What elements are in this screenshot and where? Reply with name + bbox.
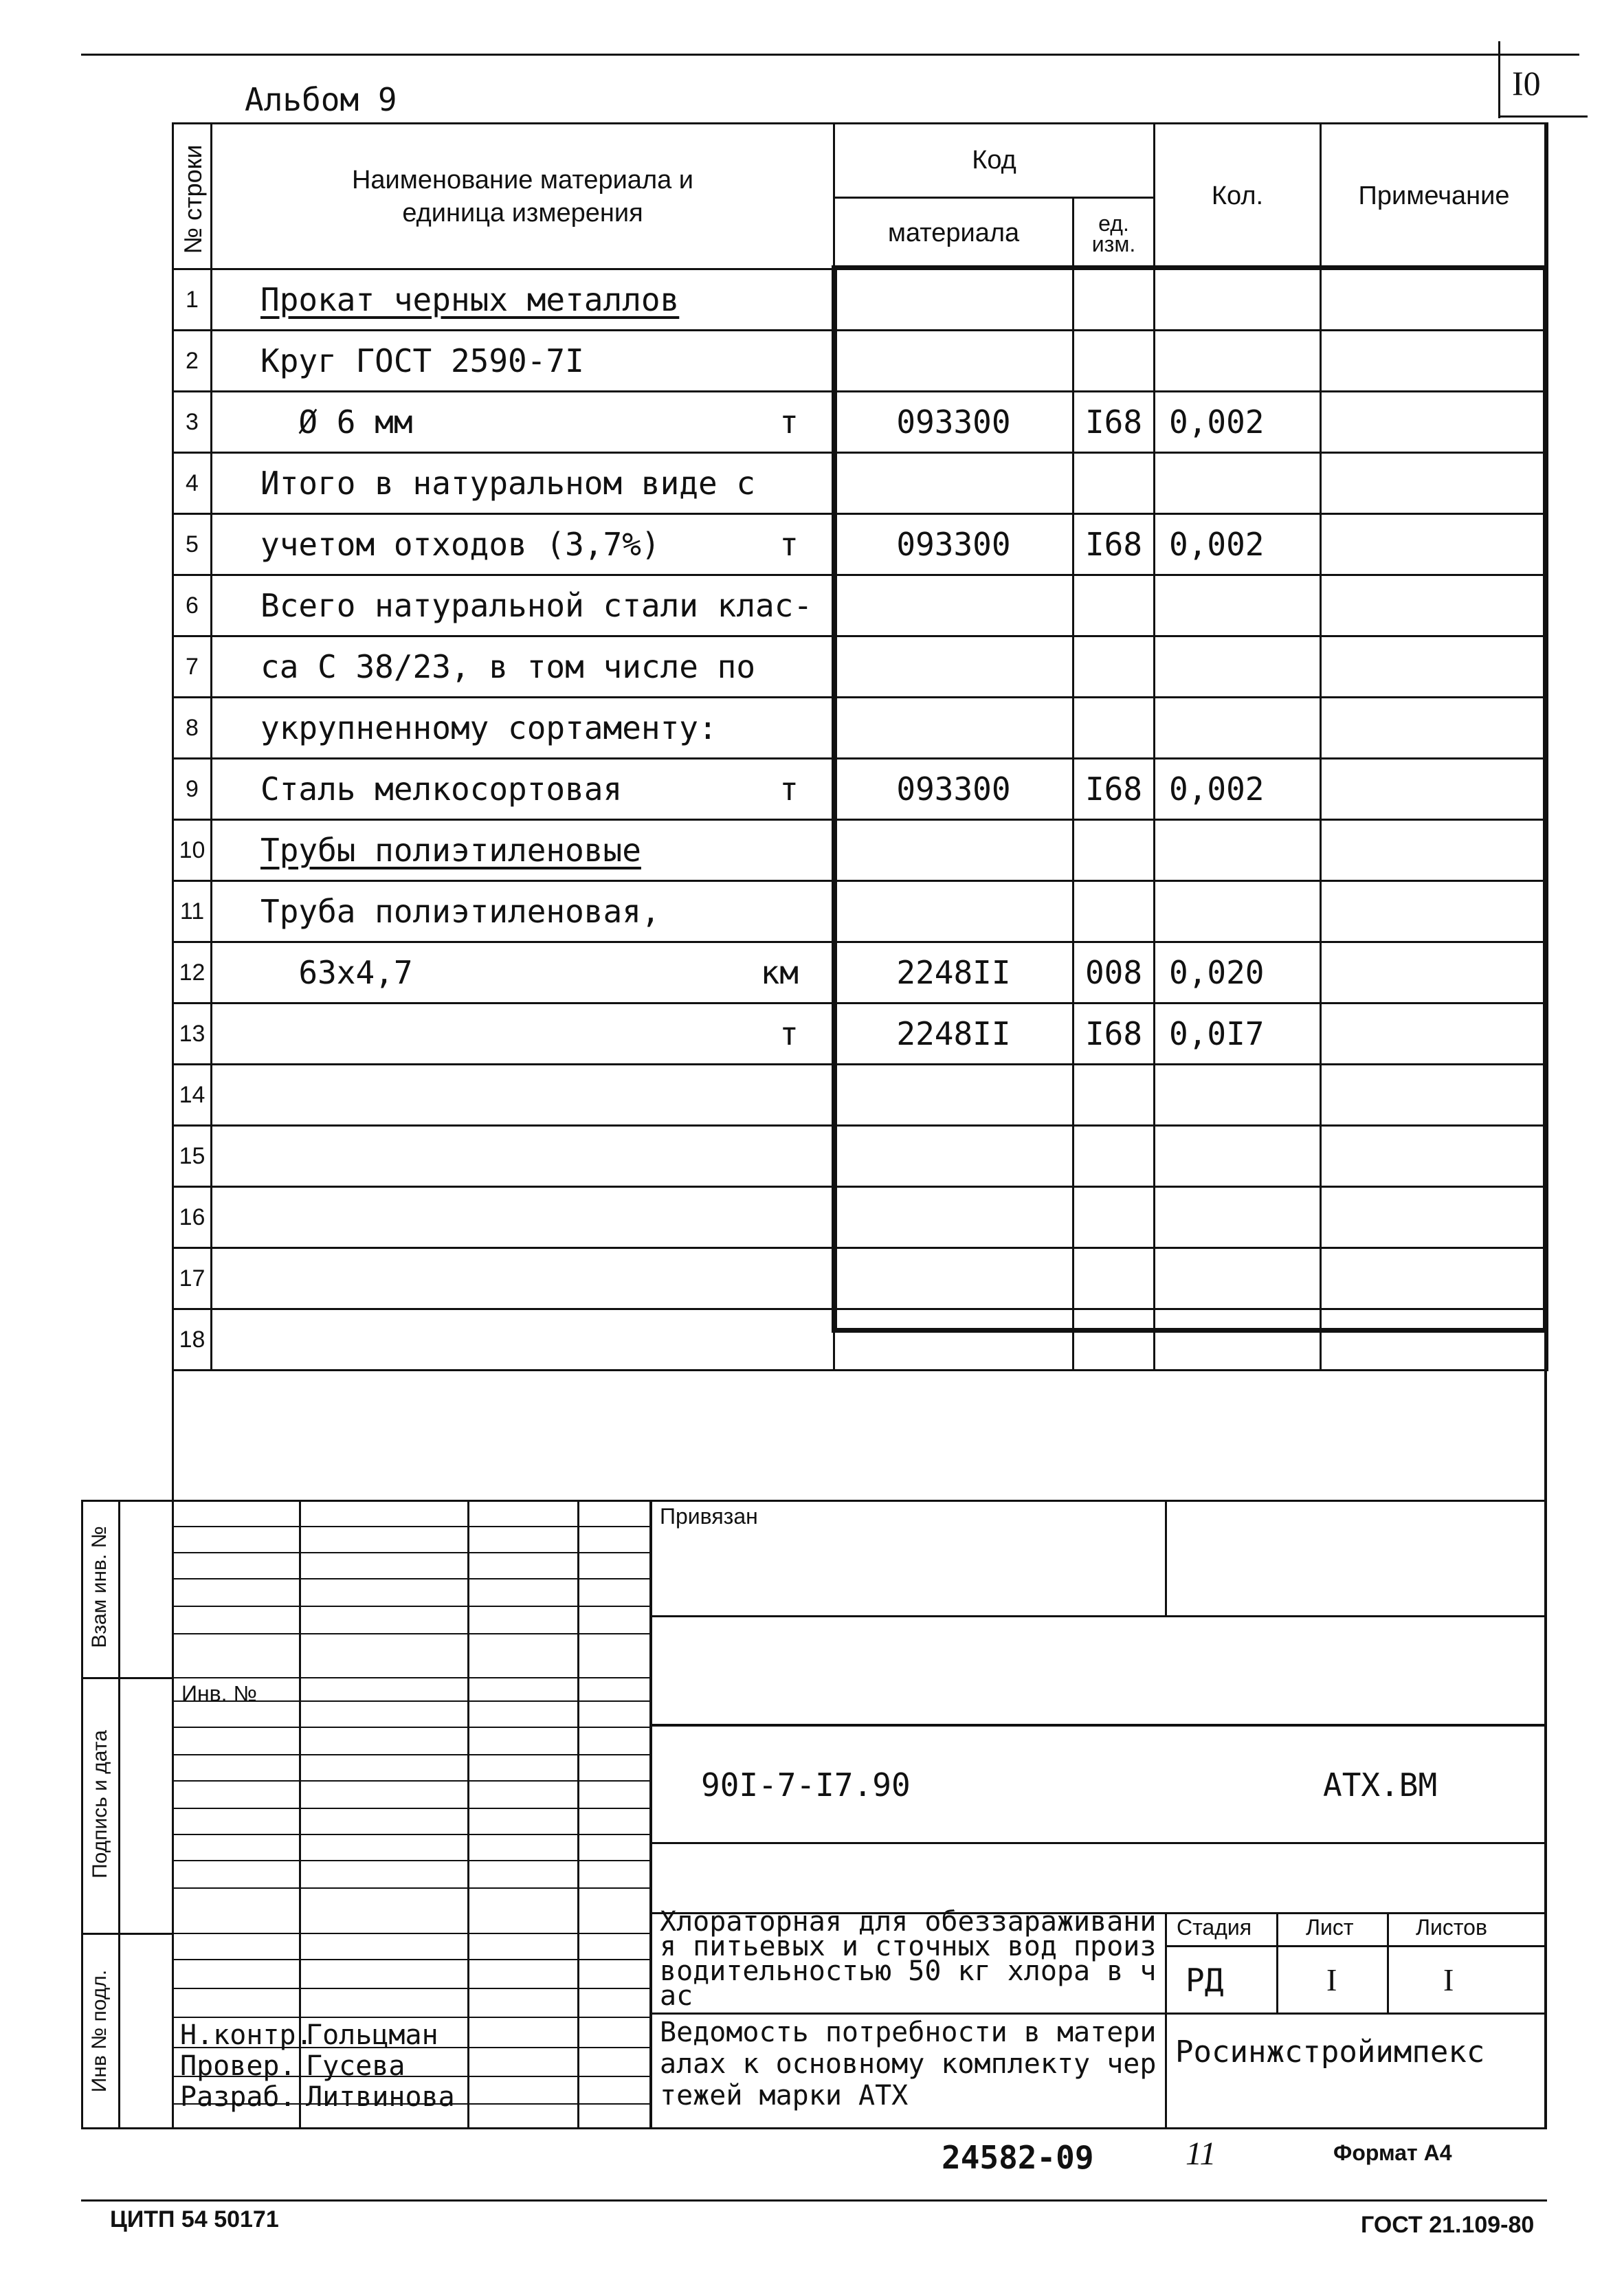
row-name [212,331,834,392]
row-name [212,1126,834,1187]
row-number: 5 [173,514,212,575]
row-material-code: 093300 [834,392,1074,453]
row-name [212,636,834,698]
row-name [212,514,834,575]
stamp-stage: РД [1186,1962,1224,1999]
row-name [212,1248,834,1309]
row-unit: т [779,1015,799,1052]
row-material-code: 093300 [834,514,1074,575]
footer-gost: ГОСТ 21.109-80 [1361,2212,1535,2238]
stamp-role: Провер. [180,2050,296,2082]
row-name [212,820,834,881]
row-name [212,1004,834,1065]
stamp-organization: Росинжстройимпекс [1175,2034,1485,2070]
stamp-stage-label: Стадия [1177,1915,1252,1940]
row-name-text: Итого в натуральном виде с [260,465,756,502]
stamp-col-main [649,1500,652,2129]
row-unit-code: I68 [1074,759,1155,820]
side-strip-left [81,1500,83,2129]
row-quantity: 0,002 [1155,392,1321,453]
row-number: 17 [173,1248,212,1309]
stamp-inv-no: Инв. № [181,1681,257,1706]
row-name [212,759,834,820]
row-quantity: 0,002 [1155,759,1321,820]
row-number: 16 [173,1187,212,1248]
archive-number: 24582-09 [942,2139,1094,2176]
header-note: Примечание [1321,124,1548,269]
header-row-no [173,124,212,269]
stamp-stage-col2 [1387,1912,1389,2013]
footer-left-code: ЦИТП 54 50171 [110,2206,279,2232]
row-name [212,575,834,636]
row-number: 4 [173,453,212,514]
row-name-text: Прокат черных металлов [260,281,680,318]
row-name [212,269,834,331]
stamp-person: Гольцман [306,2019,438,2051]
stamp-stage-col1 [1276,1912,1278,2013]
row-number: 8 [173,698,212,759]
row-quantity: 0,020 [1155,942,1321,1004]
stamp-row-a [649,1615,1546,1617]
side-vzam-inv: Взам инв. № [88,1526,111,1648]
row-name-text: Всего натуральной стали клас- [260,587,813,624]
row-name-text: укрупненному сортаменту: [260,709,718,746]
row-name [212,942,834,1004]
row-name-text: Труба полиэтиленовая, [260,893,660,930]
row-number: 14 [173,1065,212,1126]
row-material-code: 2248II [834,1004,1074,1065]
stamp-designation: 90I-7-I7.90 [701,1766,911,1804]
stamp-sheet-label: Лист [1306,1915,1354,1940]
stamp-person: Литвинова [306,2081,455,2113]
bottom-rule [81,2199,1547,2202]
stamp-sheet: I [1326,1962,1337,1997]
album-label: Альбом 9 [245,81,397,118]
row-number: 7 [173,636,212,698]
header-code: Код [834,124,1155,198]
row-name [212,1309,834,1371]
row-material-code: 093300 [834,759,1074,820]
row-unit-code: I68 [1074,514,1155,575]
row-number: 10 [173,820,212,881]
row-name-text: 63x4,7 [260,954,413,991]
row-number: 18 [173,1309,212,1371]
row-name-text: са С 38/23, в том числе по [260,648,756,685]
stamp-grid-col [577,1500,579,2129]
header-name: Наименование материала и единица измерения [212,124,834,269]
row-quantity: 0,0I7 [1155,1004,1321,1065]
side-strip-div2 [81,1933,172,1935]
stamp-privyazan-divider [1165,1500,1167,1617]
row-number: 15 [173,1126,212,1187]
row-material-code: 2248II [834,942,1074,1004]
stamp-role: Н.контр. [180,2019,313,2051]
stamp-doc-title: Ведомость потребности в материалах к основному комплекту чертежей марки АТХ [660,2017,1157,2111]
row-name [212,392,834,453]
sheet-number-box-bottom [1498,115,1588,118]
sheet-number: I0 [1512,64,1541,102]
stamp-privyazan: Привязан [660,1504,758,1529]
header-code-material: материала [834,198,1074,269]
row-number: 13 [173,1004,212,1065]
row-unit-code: I68 [1074,1004,1155,1065]
stamp-row-b [649,1724,1546,1727]
side-inv-podl: Инв № подл. [88,1969,111,2093]
row-number: 3 [173,392,212,453]
stamp-grid-col [467,1500,469,2129]
row-name [212,1065,834,1126]
row-name [212,881,834,942]
row-unit: т [779,403,799,441]
side-strip-inner [118,1500,120,2129]
row-number: 11 [173,881,212,942]
row-name-text: Сталь мелкосортовая [260,770,623,808]
data-block-frame [832,265,1548,1333]
row-number: 6 [173,575,212,636]
row-name-text: учетом отходов (3,7%) [260,526,660,563]
stamp-top [172,1500,1546,1502]
row-number: 2 [173,331,212,392]
stamp-sheets: I [1443,1962,1454,1997]
stamp-role: Разраб. [180,2081,296,2113]
header-row-no-label: № строки [179,144,207,254]
row-name-text: Круг ГОСТ 2590-7I [260,342,584,379]
side-strip-div1 [81,1677,172,1679]
row-unit-code: I68 [1074,392,1155,453]
row-number: 9 [173,759,212,820]
row-number: 1 [173,269,212,331]
stamp-sheets-label: Листов [1416,1915,1487,1940]
row-unit-code: 008 [1074,942,1155,1004]
stamp-row-e [649,2013,1546,2015]
side-podpis-data: Подпись и дата [89,1730,111,1878]
row-unit: т [779,526,799,563]
page-mark: 11 [1186,2136,1216,2172]
format-label: Формат А4 [1333,2140,1452,2165]
row-unit: т [779,770,799,808]
row-name [212,1187,834,1248]
row-name-text: Трубы полиэтиленовые [260,832,641,869]
stamp-person: Гусева [306,2050,405,2082]
row-name [212,698,834,759]
stamp-row-c [649,1842,1546,1844]
row-unit: км [760,954,799,991]
row-quantity: 0,002 [1155,514,1321,575]
row-name [212,453,834,514]
row-number: 12 [173,942,212,1004]
row-name-text: Ø 6 мм [260,403,413,441]
stamp-project-title: Хлораторная для обеззараживания питьевых и сточных вод производительностью 50 кг хлора в час [660,1906,1157,2012]
sheet-number-box-left [1498,41,1500,118]
header-qty: Кол. [1155,124,1321,269]
top-rule [81,54,1579,56]
stamp-mark: АТХ.ВМ [1323,1766,1438,1804]
stamp-stage-row [1165,1945,1546,1947]
header-code-unit: ед. изм. [1074,198,1155,269]
